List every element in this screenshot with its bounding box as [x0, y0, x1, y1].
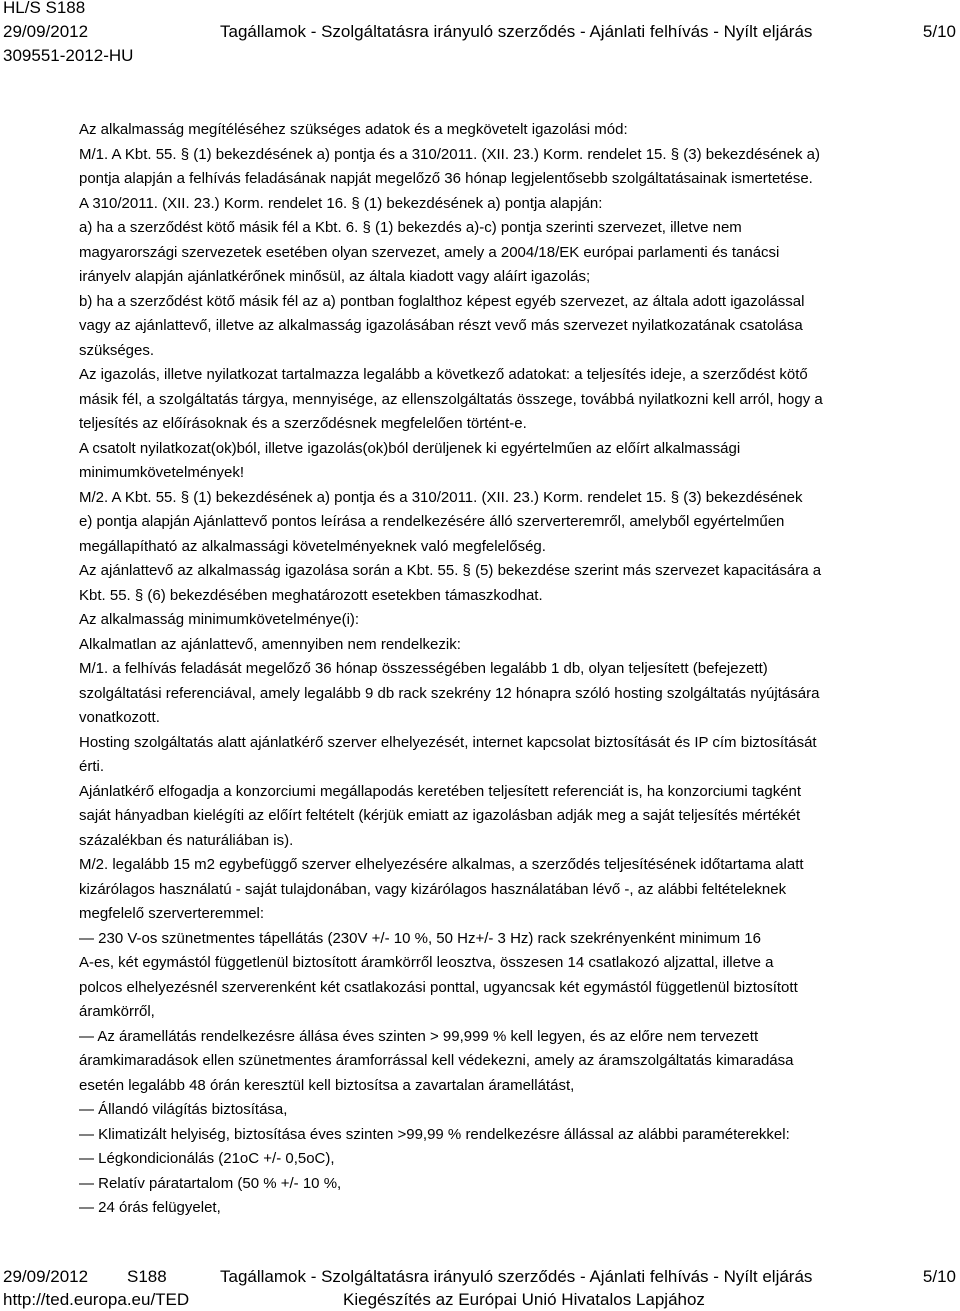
body-line: e) pontja alapján Ajánlattevő pontos leírása a rendelkezésére álló szerverteremről, amelyből egyértelműen — [79, 513, 785, 530]
header-title: Tagállamok - Szolgáltatásra irányuló szerződés - Ajánlati felhívás - Nyílt eljárás — [220, 22, 813, 41]
body-line: Az igazolás, illetve nyilatkozat tartalmazza legalább a következő adatokat: a teljesítés ideje, a szerződést kötő — [79, 366, 808, 383]
body-line: — 230 V-os szünetmentes tápellátás (230V +/- 10 %, 50 Hz+/- 3 Hz) rack szekrényenként minimum 16 — [79, 929, 761, 947]
footer-title: Tagállamok - Szolgáltatásra irányuló szerződés - Ajánlati felhívás - Nyílt eljárás — [220, 1267, 813, 1286]
footer-page-number: 5/10 — [922, 1267, 956, 1286]
body-line: Kbt. 55. § (6) bekezdésében meghatározott esetekben támaszkodhat. — [79, 586, 543, 604]
body-line: — Az áramellátás rendelkezésre állása éves szinten > 99,999 % kell legyen, és az előre nem tervezett — [79, 1027, 759, 1045]
body-line: szükséges. — [79, 341, 155, 359]
body-line: M/2. A Kbt. 55. § (1) bekezdésének a) pontja és a 310/2011. (XII. 23.) Korm. rendelet 15. § (3) bekezdésének — [79, 488, 803, 506]
document-body — [79, 118, 959, 1221]
body-line: M/2. legalább 15 m2 egybefüggő szerver elhelyezésére alkalmas, a szerződés teljesítésének időtartama alatt — [79, 856, 804, 873]
body-line: vagy az ajánlattevő, illetve az alkalmasság igazolásában részt vevő más szervezet nyilatkozatának csatolása — [79, 317, 803, 334]
footer-date: 29/09/2012 — [3, 1267, 89, 1286]
body-line: saját hányadban kielégíti az előírt feltételt (kérjük emiatt az igazolásban adják meg a saját teljesítés mértékét — [79, 807, 801, 824]
body-line: a) ha a szerződést kötő másik fél a Kbt. 6. § (1) bekezdés a)-c) pontja szerinti szervezet, illetve nem — [79, 219, 742, 236]
body-line: érti. — [79, 758, 105, 775]
body-line: — Légkondicionálás (21oC +/- 0,5oC), — [79, 1150, 335, 1167]
body-line: — Állandó világítás biztosítása, — [79, 1101, 288, 1118]
body-line: — Klimatizált helyiség, biztosítása éves szinten >99,99 % rendelkezésre állással az alábbi paraméterekkel: — [79, 1125, 790, 1143]
body-line: M/1. a felhívás feladását megelőző 36 hónap összességében legalább 1 db, olyan teljesített (befejezett) — [79, 660, 768, 677]
body-line: Az ajánlattevő az alkalmasság igazolása során a Kbt. 55. § (5) bekezdése szerint más szervezet kapacitására a — [79, 562, 822, 579]
header-date: 29/09/2012 — [3, 22, 89, 41]
body-line: megfelelő szerverteremmel: — [79, 905, 265, 922]
footer-supplement: Kiegészítés az Európai Unió Hivatalos Lapjához — [343, 1290, 705, 1309]
body-line: b) ha a szerződést kötő másik fél az a) pontban foglalthoz képest egyéb szervezet, az általa adott igazolással — [79, 292, 805, 310]
body-line: Az alkalmasság minimumkövetelménye(i): — [79, 611, 360, 628]
body-line: százalékban és naturáliában is). — [79, 831, 294, 849]
body-line: Alkalmatlan az ajánlattevő, amennyiben nem rendelkezik: — [79, 635, 461, 653]
body-line: Hosting szolgáltatás alatt ajánlatkérő szerver elhelyezését, internet kapcsolat biztosítását és IP cím biztosítását — [79, 733, 817, 751]
body-line: esetén legalább 48 órán keresztül kell biztosítsa a zavartalan áramellátást, — [79, 1076, 575, 1094]
body-line: másik fél, a szolgáltatás tárgya, mennyisége, az ellenszolgáltatás összege, továbbá nyilatkozni kell arról, hogy a — [79, 390, 823, 408]
body-line: Az alkalmasság megítéléséhez szükséges adatok és a megkövetelt igazolási mód: — [79, 121, 628, 138]
body-line: — 24 órás felügyelet, — [79, 1199, 221, 1216]
header-reference: 309551-2012-HU — [3, 46, 134, 65]
body-line: teljesítés az előírásoknak és a szerződésnek megfelelően történt-e. — [79, 415, 527, 432]
body-line: irányelv alapján ajánlatkérőnek minősül, az általa kiadott vagy aláírt igazolás; — [79, 268, 591, 285]
body-line: áramkimaradások ellen szünetmentes áramforrással kell védekezni, amely az áramszolgáltatás kimaradása — [79, 1052, 794, 1069]
body-line: megállapítható az alkalmassági követelményeknek való megfelelőség. — [79, 537, 546, 555]
footer-url-link[interactable]: http://ted.europa.eu/TED — [3, 1290, 190, 1309]
body-line: pontja alapján a felhívás feladásának napját megelőző 36 hónap legjelentősebb szolgáltatásainak ismertetése. — [79, 170, 813, 187]
body-line: A csatolt nyilatkozat(ok)ból, illetve igazolás(ok)ból derüljenek ki egyértelműen az előírt alkalmassági — [79, 439, 741, 457]
body-line: minimumkövetelmények! — [79, 464, 245, 481]
body-line: szolgáltatási referenciával, amely legalább 9 db rack szekrény 12 hónapra szóló hosting szolgáltatás nyújtására — [79, 684, 820, 702]
body-line: magyarországi szervezetek esetében olyan szervezet, amely a 2004/18/EK európai parlamenti és tanácsi — [79, 243, 780, 261]
body-line: M/1. A Kbt. 55. § (1) bekezdésének a) pontja és a 310/2011. (XII. 23.) Korm. rendelet 15. § (3) bekezdésének a) — [79, 145, 820, 163]
body-line: vonatkozott. — [79, 709, 160, 726]
body-line: A 310/2011. (XII. 23.) Korm. rendelet 16. § (1) bekezdésének a) pontja alapján: — [79, 194, 603, 212]
header-page-number: 5/10 — [922, 22, 956, 41]
body-line: A-es, két egymástól függetlenül biztosított áramkörről leosztva, összesen 14 csatlakozó aljzattal, illetve a — [79, 954, 774, 971]
body-line: — Relatív páratartalom (50 % +/- 10 %, — [79, 1174, 342, 1192]
body-line: kizárólagos használatú - saját tulajdonában, vagy kizárólagos használatában lévő -, az alábbi feltételeknek — [79, 880, 787, 898]
body-line: Ajánlatkérő elfogadja a konzorciumi megállapodás keretében teljesített referenciát is, ha konzorciumi tagként — [79, 782, 802, 800]
body-line: áramkörről, — [79, 1003, 155, 1020]
body-line: polcos elhelyezésnél szerverenként két csatlakozási ponttal, ugyancsak két egymástól függetlenül biztosított — [79, 978, 798, 996]
header-doc-code: HL/S S188 — [3, 0, 86, 17]
footer-doc-code: S188 — [127, 1267, 167, 1286]
